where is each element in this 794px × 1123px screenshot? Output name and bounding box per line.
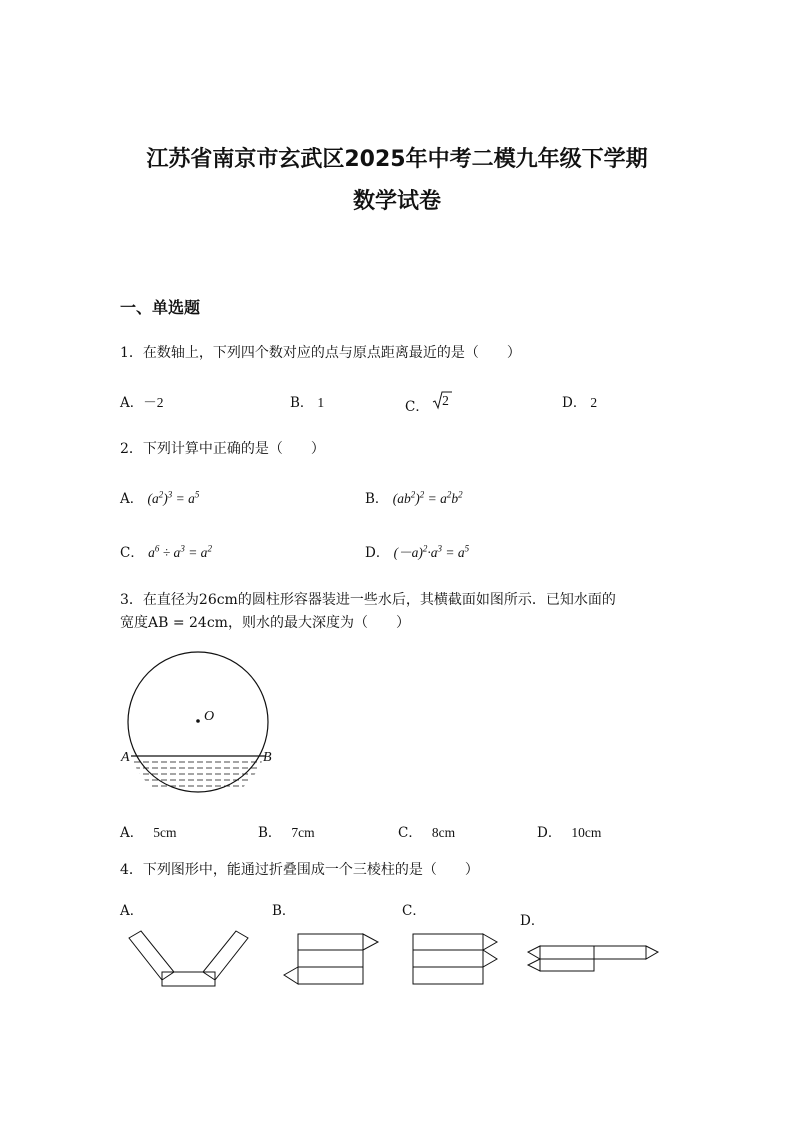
- section-heading: 一、单选题: [120, 298, 201, 317]
- q4-option-c[interactable]: C．: [402, 903, 426, 919]
- net-a: [129, 931, 248, 986]
- option-value: 2: [590, 395, 598, 410]
- point-label-a: A: [121, 750, 130, 765]
- option-value: 8cm: [431, 825, 456, 840]
- option-letter: A．: [120, 491, 144, 507]
- option-letter: C．: [405, 399, 429, 415]
- q4-option-d[interactable]: D．: [520, 913, 545, 929]
- page-subtitle: 数学试卷: [352, 189, 441, 214]
- option-letter: A．: [120, 395, 144, 411]
- formula-d: $(-a)^2\cdot a^3 = a^5$: [393, 543, 470, 560]
- option-letter: B．: [258, 825, 282, 841]
- option-letter: C．: [398, 825, 422, 841]
- option-value: 7cm: [291, 825, 315, 840]
- formula-a: $(a^2)^3 = a^5$: [147, 489, 200, 506]
- q3-stem-line1: 3．在直径为26cm的圆柱形容器装进一些水后，其横截面如图所示．已知水面的: [120, 592, 616, 608]
- option-value: 1: [317, 395, 325, 410]
- option-value: 10cm: [571, 825, 602, 840]
- option-letter: B．: [365, 491, 389, 507]
- sqrt-expression: 2: [433, 393, 449, 409]
- q4-option-b[interactable]: B．: [272, 903, 296, 919]
- option-value: －2: [143, 395, 164, 410]
- q4-option-a[interactable]: A．: [120, 903, 144, 919]
- page-title: 江苏省南京市玄武区2025年中考二模九年级下学期: [146, 147, 648, 172]
- option-letter: B．: [290, 395, 314, 411]
- q3-stem-line2: 宽度AB = 24cm，则水的最大深度为（ ）: [120, 615, 410, 631]
- option-value: 5cm: [153, 825, 177, 840]
- q1-stem: 1．在数轴上，下列四个数对应的点与原点距离最近的是（ ）: [120, 345, 521, 361]
- center-label-o: O: [204, 709, 215, 724]
- option-letter: A．: [120, 825, 144, 841]
- point-label-b: B: [263, 750, 272, 765]
- option-letter: D．: [365, 545, 390, 561]
- q4-stem: 4．下列图形中，能通过折叠围成一个三棱柱的是（ ）: [120, 862, 479, 878]
- option-letter: D．: [537, 825, 562, 841]
- q2-stem: 2．下列计算中正确的是（ ）: [120, 441, 325, 457]
- option-letter: C．: [120, 545, 144, 561]
- net-d: [528, 946, 658, 971]
- net-b: [284, 934, 378, 984]
- option-letter: D．: [562, 395, 587, 411]
- net-c: [413, 934, 497, 984]
- formula-b: $(ab^2)^2 = a^2b^2$: [392, 489, 463, 506]
- formula-c: $a^6 \div a^3 = a^2$: [148, 543, 212, 560]
